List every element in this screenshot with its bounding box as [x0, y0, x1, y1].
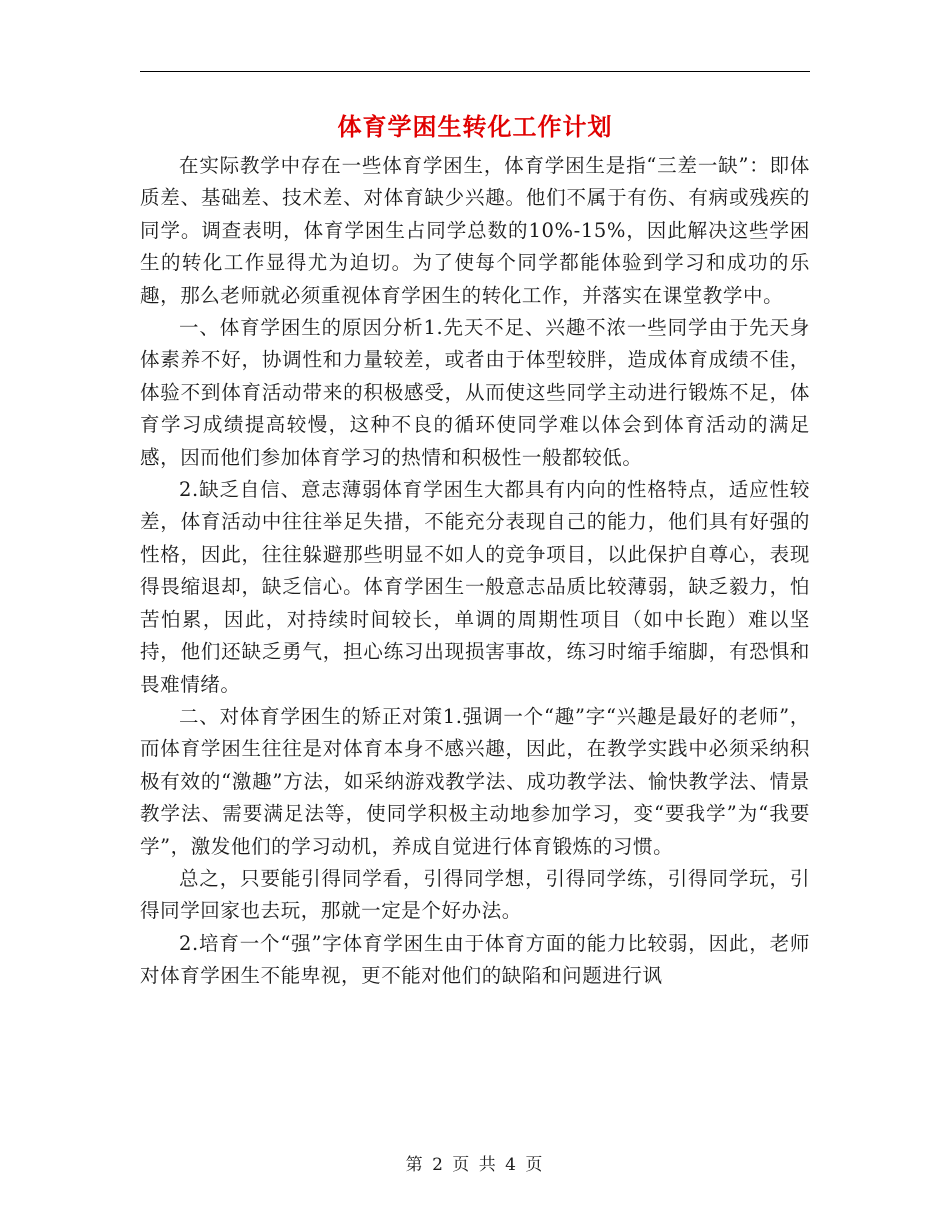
- page-number: 第 2 页 共 4 页: [405, 1155, 545, 1175]
- paragraph-intro: 在实际教学中存在一些体育学困生，体育学困生是指“三差一缺”：即体质差、基础差、技术差、对体育缺少兴趣。他们不属于有伤、有病或残疾的同学。调查表明，体育学困生占同学总数的10%-15%，因此解决这些学困生的转化工作显得尤为迫切。为了使每个同学都能体验到学习和成功的乐趣，那么老师就必须重视体育学困生的转化工作，并落实在课堂教学中。: [140, 154, 810, 307]
- header-rule: [140, 71, 810, 72]
- paragraph-cultivate-strength: 2.培育一个“强”字体育学困生由于体育方面的能力比较弱，因此，老师对体育学困生不能卑视，更不能对他们的缺陷和问题进行讽: [140, 931, 810, 988]
- document-title: 体育学困生转化工作计划: [337, 112, 613, 141]
- paragraph-lack-confidence: 2.缺乏自信、意志薄弱体育学困生大都具有内向的性格特点，适应性较差，体育活动中往往举足失措，不能充分表现自己的能力，他们具有好强的性格，因此，往往躲避那些明显不如人的竞争项目，以此保护自尊心，表现得畏缩退却，缺乏信心。体育学困生一般意志品质比较薄弱，缺乏毅力，怕苦怕累，因此，对持续时间较长，单调的周期性项目（如中长跑）难以坚持，他们还缺乏勇气，担心练习出现损害事故，练习时缩手缩脚，有恐惧和畏难情绪。: [140, 478, 810, 696]
- paragraph-summary: 总之，只要能引得同学看，引得同学想，引得同学练，引得同学玩，引得同学回家也去玩，那就一定是个好办法。: [140, 866, 810, 923]
- paragraph-cause-analysis: 一、体育学困生的原因分析1.先天不足、兴趣不浓一些同学由于先天身体素养不好，协调性和力量较差，或者由于体型较胖，造成体育成绩不佳，体验不到体育活动带来的积极感受，从而使这些同学主动进行锻炼不足，体育学习成绩提高较慢，这种不良的循环使同学难以体会到体育活动的满足感，因而他们参加体育学习的热情和积极性一般都较低。: [140, 316, 810, 469]
- paragraph-corrective-strategy: 二、对体育学困生的矫正对策1.强调一个“趣”字“兴趣是最好的老师”，而体育学困生往往是对体育本身不感兴趣，因此，在教学实践中必须采纳积极有效的“激趣”方法，如采纳游戏教学法、成功教学法、愉快教学法、情景教学法、需要满足法等，使同学积极主动地参加学习，变“要我学”为“我要学”，激发他们的学习动机，养成自觉进行体育锻炼的习惯。: [140, 704, 810, 858]
- document-body: [140, 150, 810, 993]
